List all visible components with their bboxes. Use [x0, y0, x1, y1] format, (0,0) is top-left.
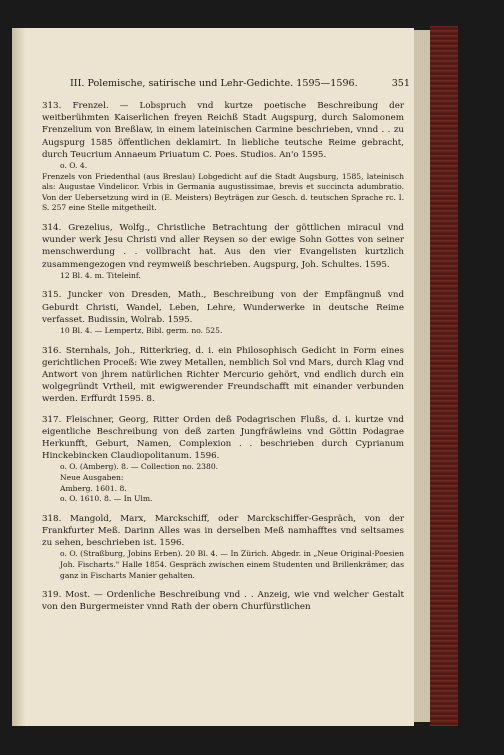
entry-note: o. O. (Amberg). 8. — Collection no. 2380.: [60, 462, 219, 472]
entry-317: [42, 414, 404, 505]
entry-text: 314. Grezelius, Wolfg., Christliche Betrachtung der göttlichen miracul vnd wunder werk Jesu Christi vnd aller Reysen so der ewige Sohn Gottes von seiner menschwerdung . . vollbracht hat. Aus den vier Evangelisten kurtzlich zusammengezogen vnd reymweiß beschrieben. Augspurg, Joh. Schultes. 1595.: [42, 222, 404, 270]
entry-note: Neue Ausgaben:: [60, 473, 124, 483]
book-page: [12, 28, 414, 726]
header-title: III. Polemische, satirische und Lehr-Gedichte. 1595—1596.: [70, 78, 358, 89]
entry-list: [42, 100, 404, 622]
entry-318: [42, 513, 404, 581]
entry-text: 316. Sternhals, Joh., Ritterkrieg, d. i. ein Philosophisch Gedicht in Form eines gerichtlichen Proceß: Wie zwey Metallen, nemblich Sol vnd Mars, durch Klag vnd Antwort von jhrem natürlichen Richter Mercurio gehört, vnd endlich durch ein wolgegründt Vrtheil, mit ewigwerender Freundschafft mit einander verbunden werden. Erffurdt 1595. 8.: [42, 345, 404, 405]
entry-note: o. O. 1610. 8. — In Ulm.: [60, 494, 153, 504]
book-cover-edge: [430, 26, 458, 726]
running-header: [70, 78, 410, 92]
entry-text: 317. Fleischner, Georg, Ritter Orden deß Podagrischen Flußs, d. i. kurtze vnd eigentliche Beschreibung von deß zarten Jungfräwleins vnd Göttin Podagrae Herkunfft, Geburt, Namen, Complexion . . beschrieben durch Cyprianum Hinckebincken Claudiopolitanum. 1596.: [42, 414, 404, 462]
entry-315: [42, 289, 404, 336]
entry-note: 10 Bl. 4. — Lempertz, Bibl. germ. no. 525.: [60, 326, 223, 335]
entry-316: [42, 345, 404, 406]
entry-text: 319. Most. — Ordenliche Beschreibung vnd . . Anzeig, wie vnd welcher Gestalt von den Burgermeister vnnd Rath der obern Churfürstlichen: [42, 590, 404, 613]
entry-text: 313. Frenzel. — Lobspruch vnd kurtze poetische Beschreibung der weitberühmten Kaiserlichen freyen Reichß Stadt Augspurg, durch Salomonem Frenzelium von Breßlaw, in einem lateinischen Carmine beschrieben, vnnd . . zu Augspurg 1585 öffentlichen deklamirt. In liebliche teutsche Reime gebracht, durch Teucrium Annaeum Priuatum C. Poes. Studios. An'o 1595.: [42, 101, 404, 160]
entry-note: Amberg. 1601. 8.: [60, 483, 127, 493]
entry-319: [42, 589, 404, 613]
entry-note: o. O. (Straßburg, Jobins Erben). 20 Bl. 4. — In Zürich. Abgedr. in „Neue Original-Poesien Joh. Fischarts." Halle 1854. Gespräch zwischen einem Studenten und Brillenkrämer, das ganz in Fischarts Manier gehalten.: [60, 549, 404, 580]
entry-note: Frenzels von Friedenthal (aus Breslau) Lobgedicht auf die Stadt Augsburg, 1585, lateinisch als: Augustae Vindelicor. Vrbis in Germania augustissimae, brevis et succincta adumbratio. Von der Uebersetzung wird in (E. Meisters) Beyträgen zur Gesch. d. teutschen Sprache rc. I. S. 257 eine Stelle mitgetheilt.: [42, 171, 404, 213]
entry-note: 12 Bl. 4. m. Titeleinf.: [60, 270, 141, 280]
entry-314: [42, 222, 404, 281]
page-number: 351: [391, 78, 410, 89]
entry-note: o. O. 4.: [60, 161, 88, 171]
entry-text: 315. Juncker von Dresden, Math., Beschreibung von der Empfängnuß vnd Geburdt Christi, Wandel, Leben, Lehre, Wunderwerke in deutsche Reime verfasset. Budissin, Wolrab. 1595.: [42, 290, 404, 325]
entry-text: 318. Mangold, Marx, Marckschiff, oder Marckschiffer-Gespräch, von der Frankfurter Meß. Darinn Alles was in derselben Meß namhafftes vnd seltsames zu sehen, beschrieben ist. 1596.: [42, 513, 404, 549]
entry-313: [42, 100, 404, 214]
